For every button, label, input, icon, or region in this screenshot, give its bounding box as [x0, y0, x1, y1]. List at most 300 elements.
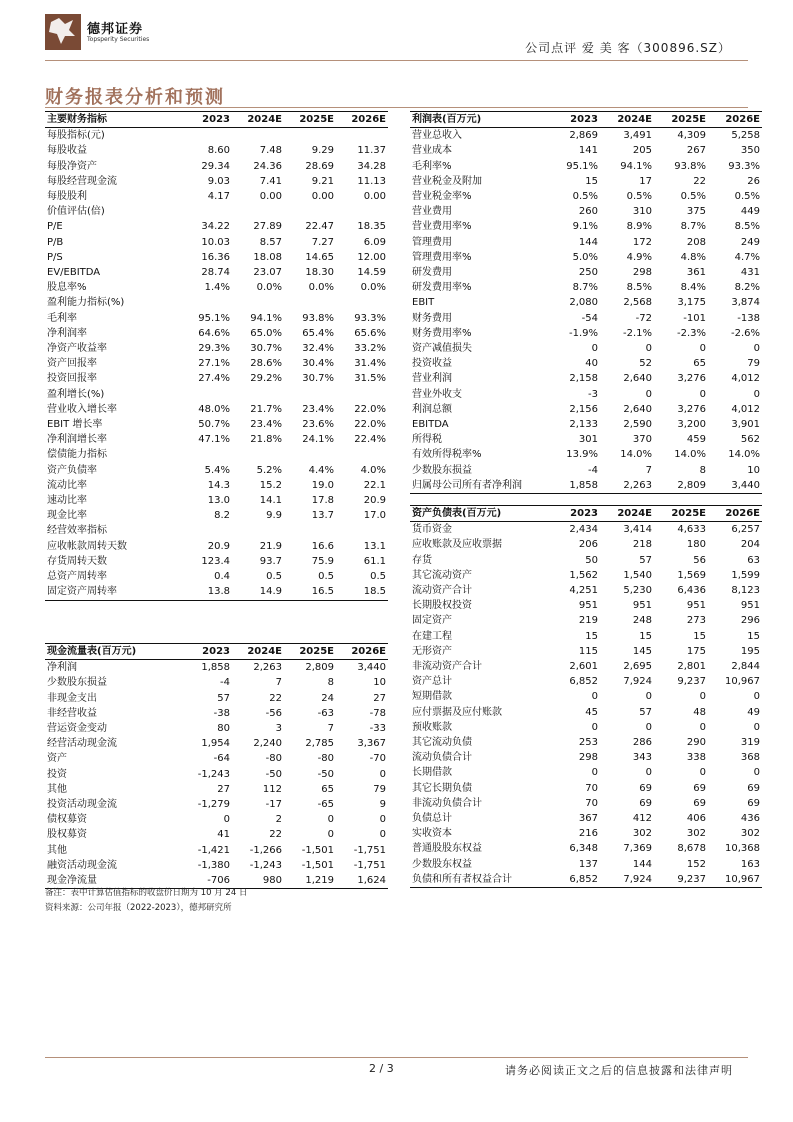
table-header-row [410, 112, 762, 128]
cell-value: 218 [632, 539, 652, 551]
row-label: 营业收入增长率 [47, 403, 117, 415]
table-row [410, 872, 762, 888]
cell-value: 70 [585, 782, 598, 794]
legal-disclaimer: 请务必阅读正文之后的信息披露和法律声明 [505, 1064, 733, 1077]
row-label: 应付票据及应付账款 [412, 706, 502, 718]
cell-value: 4.9% [626, 251, 652, 263]
report-header: 公司点评 爱 美 客（300896.SZ） [525, 41, 731, 55]
table-row [410, 128, 762, 144]
row-label: 货币资金 [412, 524, 452, 536]
cell-value: 368 [740, 752, 760, 764]
cell-value: 0 [379, 768, 386, 780]
table-row [45, 326, 388, 341]
cell-value [232, 128, 284, 144]
cell-value: 48.0% [198, 403, 230, 415]
row-label: 固定资产 [412, 615, 452, 627]
cell-value: 64.6% [198, 327, 230, 339]
row-label: 资产减值损失 [412, 343, 472, 355]
row-label: 存货周转天数 [47, 555, 107, 567]
row-label: 偿债能力指标 [47, 449, 107, 461]
cell-value: 0.00 [363, 191, 386, 203]
table-row [410, 447, 762, 462]
cell-value: 27 [217, 783, 230, 795]
row-label: 经营活动现金流 [47, 738, 117, 750]
row-label: 非经营收益 [47, 707, 97, 719]
table-row [410, 811, 762, 826]
cell-value: -80 [265, 753, 282, 765]
table-row [410, 644, 762, 659]
table-row [410, 371, 762, 386]
cell-value: 112 [262, 783, 282, 795]
row-label: 在建工程 [412, 630, 452, 642]
cell-value: 296 [740, 615, 760, 627]
cell-value: 0.5% [626, 191, 652, 203]
cell-value: 310 [632, 206, 652, 218]
footer-divider [45, 1057, 748, 1058]
table-row [45, 584, 388, 600]
cell-value: -1,751 [353, 844, 386, 856]
cell-value: 0 [753, 721, 760, 733]
cell-value: 3,367 [357, 738, 386, 750]
cell-value: 0.0% [256, 282, 282, 294]
row-label: 净利润增长率 [47, 434, 107, 446]
cell-value: 13.9% [566, 449, 598, 461]
cell-value: -1,279 [197, 799, 230, 811]
row-label: 营业费用 [412, 206, 452, 218]
row-label: 固定资产周转率 [45, 584, 178, 600]
cell-value: 0.5% [572, 191, 598, 203]
row-label: 流动负债合计 [412, 752, 472, 764]
cell-value [232, 447, 284, 462]
cell-value: 9.29 [311, 145, 334, 157]
table-row [410, 720, 762, 735]
cell-value: -1,501 [301, 844, 334, 856]
cell-value: 980 [232, 873, 284, 889]
cell-value: 249 [740, 236, 760, 248]
cell-value: 0 [379, 814, 386, 826]
row-label: 所得税 [412, 434, 442, 446]
cell-value: 10,967 [725, 676, 760, 688]
table-row [45, 858, 388, 873]
cell-value: -138 [737, 312, 760, 324]
cell-value [284, 204, 336, 219]
cell-value: 69 [747, 782, 760, 794]
cell-value: 30.4% [302, 358, 334, 370]
logo-text-cn: 德邦证券 [87, 22, 144, 37]
cell-value: 7,924 [623, 676, 652, 688]
cell-value: -78 [369, 707, 386, 719]
cell-value: 6,852 [569, 676, 598, 688]
row-label: 毛利率 [47, 312, 77, 324]
cell-value: 145 [632, 645, 652, 657]
cell-value: 27.4% [198, 373, 230, 385]
cell-value: 0 [645, 388, 652, 400]
row-label: 债权募资 [47, 814, 87, 826]
cell-value: 253 [578, 737, 598, 749]
cell-value: 1,858 [546, 478, 600, 494]
cell-value: -101 [683, 312, 706, 324]
cell-value: 24.36 [253, 160, 282, 172]
cell-value: 28.69 [305, 160, 334, 172]
cell-value: 0 [591, 691, 598, 703]
cell-value: 57 [217, 692, 230, 704]
cell-value: 9.21 [311, 175, 334, 187]
cell-value: 8.4% [680, 282, 706, 294]
cell-value: 94.1% [620, 160, 652, 172]
cell-value: 24 [321, 692, 334, 704]
row-label: EBIT [412, 297, 435, 309]
cell-value [336, 295, 388, 310]
cell-value: 14.3 [207, 479, 230, 491]
cell-value: 14.0% [728, 449, 760, 461]
cell-value: -1,421 [197, 844, 230, 856]
table-row [410, 613, 762, 628]
table-row [410, 674, 762, 689]
cell-value: 14.65 [305, 251, 334, 263]
cell-value: 27.89 [253, 221, 282, 233]
cell-value: 29.2% [250, 373, 282, 385]
cell-value: 65.4% [302, 327, 334, 339]
cell-value: -4 [220, 677, 230, 689]
table-row [45, 189, 388, 204]
cell-value [232, 204, 284, 219]
row-label: 实收资本 [412, 828, 452, 840]
cell-value: 57 [639, 706, 652, 718]
cell-value: 24.1% [302, 434, 334, 446]
cell-value: 93.8% [674, 160, 706, 172]
cell-value: 26 [747, 175, 760, 187]
table-row [410, 189, 762, 204]
cell-value: 1,562 [569, 569, 598, 581]
table-row [410, 659, 762, 674]
cell-value: 27 [373, 692, 386, 704]
page-number: 2 / 3 [369, 1062, 394, 1075]
table-row [45, 569, 388, 584]
cell-value: 9.03 [207, 175, 230, 187]
balance-sheet-table [410, 505, 762, 888]
cell-value: 436 [740, 813, 760, 825]
row-label: 非流动资产合计 [412, 661, 482, 673]
table-row [410, 705, 762, 720]
column-header: 2025E [284, 112, 336, 128]
cell-value: 17.8 [311, 495, 334, 507]
row-label: 长期股权投资 [412, 600, 472, 612]
cell-value: 951 [686, 600, 706, 612]
cell-value: 95.1% [566, 160, 598, 172]
cell-value: -54 [581, 312, 598, 324]
table-row [45, 143, 388, 158]
cell-value: 375 [686, 206, 706, 218]
cell-value: 4.4% [308, 464, 334, 476]
cell-value: 0.0% [360, 282, 386, 294]
cell-value: 49 [747, 706, 760, 718]
table-row [410, 537, 762, 552]
cell-value: 0.5 [318, 571, 334, 583]
table-row [410, 765, 762, 780]
cell-value: 2,809 [654, 478, 708, 494]
row-label: 营业税金率% [412, 191, 472, 203]
row-label: 融资活动现金流 [47, 859, 117, 871]
cell-value: 40 [585, 358, 598, 370]
cell-value: 267 [686, 145, 706, 157]
cell-value: 286 [632, 737, 652, 749]
cell-value: 8.5% [734, 221, 760, 233]
cell-value: -1,380 [197, 859, 230, 871]
cell-value: -1.9% [568, 327, 598, 339]
cell-value: 45 [585, 706, 598, 718]
table-row [410, 796, 762, 811]
cash-flow-table [45, 643, 388, 889]
cell-value: 290 [686, 737, 706, 749]
cell-value: 0 [591, 721, 598, 733]
cell-value: 7.48 [259, 145, 282, 157]
table-row [45, 447, 388, 462]
cell-value: 57 [639, 554, 652, 566]
row-label: 研发费用 [412, 267, 452, 279]
table-row [410, 402, 762, 417]
cell-value: 951 [740, 600, 760, 612]
cell-value: 2,568 [623, 297, 652, 309]
row-label: 营业税金及附加 [412, 175, 482, 187]
row-label: 流动比率 [47, 479, 87, 491]
cell-value: 19.0 [311, 479, 334, 491]
cell-value: 0 [645, 343, 652, 355]
cell-value: 30.7% [302, 373, 334, 385]
table-row [45, 539, 388, 554]
cell-value: 50 [585, 554, 598, 566]
table-row [410, 598, 762, 613]
cell-value: 302 [632, 828, 652, 840]
logo-icon [45, 14, 81, 50]
cell-value: 3 [275, 723, 282, 735]
cell-value: 2,263 [253, 662, 282, 674]
cell-value: 28.74 [201, 267, 230, 279]
cell-value: 406 [686, 813, 706, 825]
table-row [45, 341, 388, 356]
cell-value: 20.9 [207, 540, 230, 552]
cell-value: 21.8% [250, 434, 282, 446]
cell-value: 0 [591, 767, 598, 779]
cell-value: 79 [747, 358, 760, 370]
row-label: 盈利增长(%) [47, 388, 105, 400]
cell-value: 1,569 [677, 569, 706, 581]
cell-value: -70 [369, 753, 386, 765]
cell-value: 2,156 [569, 403, 598, 415]
cell-value: 951 [578, 600, 598, 612]
cell-value: 208 [686, 236, 706, 248]
cell-value: 21.9 [259, 540, 282, 552]
cell-value: -1,751 [353, 859, 386, 871]
cell-value: 0 [645, 767, 652, 779]
row-label: 营业外收支 [412, 388, 462, 400]
cell-value: 22 [269, 692, 282, 704]
table-row [410, 583, 762, 598]
row-label: 财务费用 [412, 312, 452, 324]
cell-value: 204 [740, 539, 760, 551]
table-row [410, 219, 762, 234]
cell-value: 338 [686, 752, 706, 764]
cell-value: 14.0% [674, 449, 706, 461]
column-header: 2023 [546, 112, 600, 128]
row-label: 资产总计 [412, 676, 452, 688]
column-header: 2026E [708, 112, 762, 128]
cell-value [336, 204, 388, 219]
table-row [45, 402, 388, 417]
table-row [45, 797, 388, 812]
cell-value: 9,237 [677, 676, 706, 688]
table-row [45, 371, 388, 386]
cell-value: 16.5 [284, 584, 336, 600]
cell-value: 175 [686, 645, 706, 657]
cell-value: 2,158 [569, 373, 598, 385]
table-row [45, 463, 388, 478]
table-row [410, 326, 762, 341]
cell-value: 0.5 [266, 571, 282, 583]
row-label: 净利润率 [47, 327, 87, 339]
cell-value: 298 [578, 752, 598, 764]
cell-value: 7,369 [623, 843, 652, 855]
row-label: P/S [47, 251, 63, 263]
column-header: 2026E [336, 112, 388, 128]
cell-value [336, 523, 388, 538]
cell-value: 319 [740, 737, 760, 749]
cell-value: 0 [699, 721, 706, 733]
cell-value: 412 [632, 813, 652, 825]
row-label: 每股净资产 [47, 160, 97, 172]
cell-value: 22.47 [305, 221, 334, 233]
cell-value: 350 [740, 145, 760, 157]
row-label: 管理费用 [412, 236, 452, 248]
column-header: 2025E [284, 644, 336, 660]
cell-value: 69 [693, 797, 706, 809]
cell-value: 56 [693, 554, 706, 566]
cell-value [232, 387, 284, 402]
cell-value: 3,901 [731, 419, 760, 431]
cell-value: 8,123 [731, 585, 760, 597]
table-row [410, 568, 762, 583]
cell-value: 6,436 [677, 585, 706, 597]
cell-value: 4.7% [734, 251, 760, 263]
row-label: 总资产周转率 [47, 571, 107, 583]
row-label: 少数股东损益 [412, 464, 472, 476]
cell-value: 69 [639, 797, 652, 809]
cell-value: 0 [699, 767, 706, 779]
cell-value: 16.6 [311, 540, 334, 552]
cell-value: 93.8% [302, 312, 334, 324]
table-row [45, 128, 388, 144]
cell-value: -33 [369, 723, 386, 735]
cell-value: 6,348 [569, 843, 598, 855]
cell-value: 52 [639, 358, 652, 370]
cell-value: 2,133 [569, 419, 598, 431]
cell-value: 0.00 [311, 191, 334, 203]
column-header: 2023 [178, 112, 232, 128]
cell-value: 0.4 [214, 571, 230, 583]
row-label: 非现金支出 [47, 692, 97, 704]
cell-value: 302 [686, 828, 706, 840]
table-title: 现金流量表(百万元) [45, 644, 178, 660]
table-title: 资产负债表(百万元) [410, 506, 546, 522]
cell-value [284, 387, 336, 402]
cell-value: 180 [686, 539, 706, 551]
table-row [45, 736, 388, 751]
row-label: EV/EBITDA [47, 267, 101, 279]
header-divider [45, 60, 748, 61]
row-label: 非流动负债合计 [412, 797, 482, 809]
cell-value: 34.22 [201, 221, 230, 233]
column-header: 2026E [708, 506, 762, 522]
cell-value: 0.5% [734, 191, 760, 203]
row-label: 价值评估(倍) [47, 206, 105, 218]
cell-value: 14.1 [259, 495, 282, 507]
cell-value: 115 [578, 645, 598, 657]
cell-value: 216 [578, 828, 598, 840]
table-row [410, 432, 762, 447]
row-label: 有效所得税率% [412, 449, 482, 461]
cell-value: 23.4% [250, 419, 282, 431]
cell-value: 2,590 [623, 419, 652, 431]
table-row [410, 553, 762, 568]
cell-value: 7.41 [259, 175, 282, 187]
cell-value: 3,276 [677, 403, 706, 415]
row-label: 其它长期负债 [412, 782, 472, 794]
cell-value: 144 [578, 236, 598, 248]
cell-value: 34.28 [357, 160, 386, 172]
row-label: 应收帐款周转天数 [47, 540, 127, 552]
cell-value: 951 [632, 600, 652, 612]
cell-value: 2,240 [253, 738, 282, 750]
cell-value: 3,440 [357, 662, 386, 674]
table-row [410, 295, 762, 310]
cell-value: 33.2% [354, 343, 386, 355]
table-row [410, 280, 762, 295]
cell-value: 8.5% [626, 282, 652, 294]
cell-value: 205 [632, 145, 652, 157]
table-row [45, 417, 388, 432]
cell-value: 144 [632, 858, 652, 870]
table-row [410, 781, 762, 796]
table-row [45, 523, 388, 538]
cell-value [232, 295, 284, 310]
cell-value: 94.1% [250, 312, 282, 324]
cell-value: 273 [686, 615, 706, 627]
cell-value: -1,266 [249, 844, 282, 856]
cell-value: 10 [373, 677, 386, 689]
table-row [410, 311, 762, 326]
row-label: P/B [47, 236, 64, 248]
cell-value: -706 [178, 873, 232, 889]
cell-value: 4.0% [360, 464, 386, 476]
table-row [410, 750, 762, 765]
cell-value [178, 523, 232, 538]
cell-value: 8.60 [207, 145, 230, 157]
cell-value [284, 128, 336, 144]
row-label: 流动资产合计 [412, 585, 472, 597]
table-row [410, 387, 762, 402]
row-label: EBIT 增长率 [47, 419, 103, 431]
row-label: 长期借款 [412, 767, 452, 779]
cell-value: 41 [217, 829, 230, 841]
row-label: 其它流动负债 [412, 737, 472, 749]
row-label: 营业成本 [412, 145, 452, 157]
table-header-row [45, 112, 388, 128]
cell-value: 5.4% [204, 464, 230, 476]
cell-value: 4.8% [680, 251, 706, 263]
table-row [410, 159, 762, 174]
cell-value: 260 [578, 206, 598, 218]
cell-value: 15 [585, 630, 598, 642]
cell-value: 32.4% [302, 343, 334, 355]
